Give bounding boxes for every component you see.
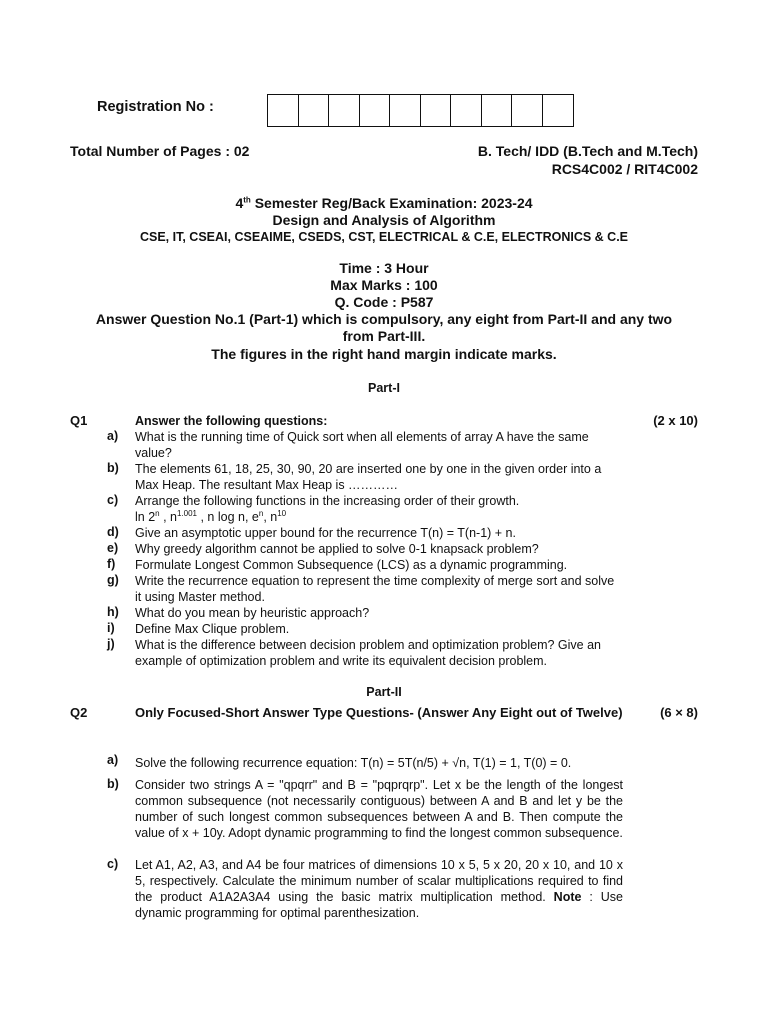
q1-marks: (2 x 10) (653, 413, 698, 428)
registration-box[interactable] (543, 95, 574, 126)
q1-item-label: j) (107, 637, 115, 651)
registration-box[interactable] (360, 95, 391, 126)
registration-box[interactable] (329, 95, 360, 126)
registration-box[interactable] (421, 95, 452, 126)
q1-item-f: Formulate Longest Common Subsequence (LCS) as a dynamic programming. (135, 558, 568, 572)
function-n10-exp: 10 (277, 508, 287, 518)
registration-box[interactable] (482, 95, 513, 126)
q1-item-label: g) (107, 573, 119, 587)
semester-title (0, 195, 768, 211)
instruction-line-2: from Part-III. (342, 328, 426, 344)
note-label: Note (553, 890, 582, 904)
q1-item-label: b) (107, 461, 119, 475)
q2-item-label: c) (107, 857, 119, 871)
q2-item-c-note-text: : Use dynamic programming for optimal parenthesization. (135, 890, 623, 920)
q1-item-j: What is the difference between decision problem and optimization problem? Give an example of optimization problem and write its equivalent decision problem. (135, 638, 602, 668)
function-n-exp: 1.001 (176, 508, 198, 518)
exam-time: Time : 3 Hour (339, 260, 429, 276)
q2-item-label: a) (107, 753, 119, 767)
semester-number: 4 (235, 195, 244, 211)
q2-item-c-text: Let A1, A2, A3, and A4 be four matrices of dimensions 10 x 5, 5 x 20, 20 x 10, and 10 x 5, respectively. Calculate the minimum number of scalar multiplications required to find the product A1A2A3A4 using the basic matrix multiplication method. (135, 858, 623, 904)
function-ln2-exp: n (155, 508, 160, 518)
q1-item-label: a) (107, 429, 119, 443)
q1-item-c-functions (135, 509, 623, 525)
q1-item-label: d) (107, 525, 119, 539)
registration-boxes (267, 94, 574, 127)
instruction-line-3: The figures in the right hand margin indicate marks. (211, 346, 557, 362)
total-pages: Total Number of Pages : 02 (70, 143, 250, 159)
part-1-title: Part-I (368, 381, 400, 395)
function-ln2: ln 2 (135, 510, 156, 524)
q2-number: Q2 (70, 705, 88, 720)
branches: CSE, IT, CSEAI, CSEAIME, CSEDS, CST, ELECTRICAL & C.E, ELECTRONICS & C.E (139, 230, 629, 244)
q1-item-b: The elements 61, 18, 25, 30, 90, 20 are inserted one by one in the given order into a Max Heap. The resultant Max Heap is ………… (135, 462, 602, 492)
q2-item-label: b) (107, 777, 119, 791)
course-codes: RCS4C002 / RIT4C002 (551, 161, 698, 177)
function-nlogn-e: , n log n, e (197, 510, 259, 524)
instruction-line-1: Answer Question No.1 (Part-1) which is compulsory, any eight from Part-II and any two (95, 311, 673, 327)
part-2-title: Part-II (366, 685, 402, 699)
q1-item-e: Why greedy algorithm cannot be applied to solve 0-1 knapsack problem? (135, 542, 539, 556)
q1-item-h: What do you mean by heuristic approach? (135, 606, 370, 620)
function-e-exp: n (258, 508, 264, 518)
q2-item-b: Consider two strings A = "qpqrr" and B = "pqprqrp". Let x be the length of the longest common subsequence (not necessarily contiguous) between A and B and let y be the number of such longest common subsequences between A and B. Then compute the value of x + 10y. Adopt dynamic programming to find the longest common subsequence. (135, 778, 623, 840)
q1-item-label: c) (107, 493, 119, 507)
q1-item-a: What is the running time of Quick sort when all elements of array A have the same value? (135, 430, 589, 460)
programme: B. Tech/ IDD (B.Tech and M.Tech) (477, 143, 698, 159)
q1-item-c: Arrange the following functions in the increasing order of their growth. (135, 494, 520, 508)
subject-title: Design and Analysis of Algorithm (272, 212, 496, 228)
q1-item-d: Give an asymptotic upper bound for the recurrence T(n) = T(n-1) + n. (135, 526, 516, 540)
registration-box[interactable] (268, 95, 299, 126)
q2-heading: Only Focused-Short Answer Type Questions- (Answer Any Eight out of Twelve) (135, 705, 623, 720)
registration-box[interactable] (451, 95, 482, 126)
q2-marks: (6 × 8) (660, 705, 698, 720)
q1-item-label: f) (107, 557, 116, 571)
q1-item-i: Define Max Clique problem. (135, 622, 290, 636)
q1-item-label: h) (107, 605, 119, 619)
registration-box[interactable] (512, 95, 543, 126)
semester-suffix: th (243, 195, 251, 205)
function-n: , n (159, 510, 177, 524)
function-n10: , n (263, 510, 278, 524)
q1-item-label: i) (107, 621, 115, 635)
max-marks: Max Marks : 100 (330, 277, 438, 293)
question-code: Q. Code : P587 (334, 294, 434, 310)
registration-box[interactable] (390, 95, 421, 126)
semester-rest: Semester Reg/Back Examination: 2023-24 (250, 195, 533, 211)
q1-heading: Answer the following questions: (135, 414, 328, 428)
q1-item-g: Write the recurrence equation to represent the time complexity of merge sort and solve it using Master method. (135, 574, 615, 604)
registration-label: Registration No : (97, 99, 214, 115)
q1-number: Q1 (70, 413, 88, 428)
registration-box[interactable] (299, 95, 330, 126)
q1-item-label: e) (107, 541, 119, 555)
q2-item-a: Solve the following recurrence equation: T(n) = 5T(n/5) + √n, T(1) = 1, T(0) = 0. (135, 756, 572, 770)
q2-item-c (135, 857, 623, 921)
